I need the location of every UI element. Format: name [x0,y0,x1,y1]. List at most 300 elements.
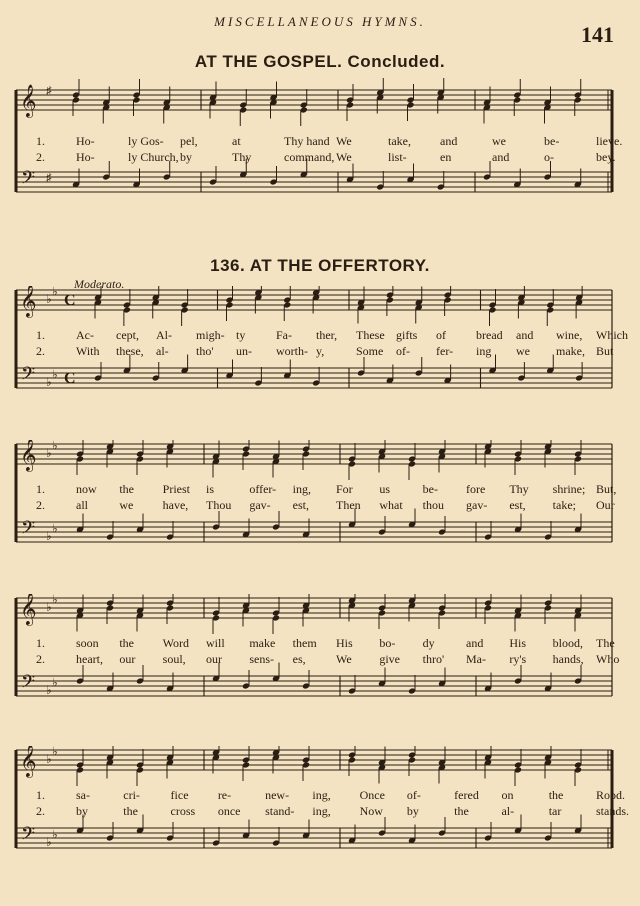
alto-note [166,604,174,624]
lyric-syllable: we [119,498,134,512]
tenor-note [166,822,174,842]
running-head: MISCELLANEOUS HYMNS. [214,14,426,29]
alto-note [106,759,114,779]
alto-note [152,299,160,319]
treble-note [254,286,262,296]
lyric-syllable: soul, [162,652,186,666]
tenor-note [269,166,277,186]
lyric-syllable: of- [406,788,421,802]
lyric-syllable: fore [466,482,486,496]
alto-note [166,448,174,468]
lyric-line-verse-1 [36,788,626,802]
lyric-syllable: stands. [596,804,629,818]
treble-note [136,749,144,769]
tenor-note [272,827,280,847]
alto-note [300,106,308,126]
treble-note [378,440,386,455]
lyric-syllable: will [206,636,225,650]
music-system-gospel [0,78,640,228]
lyric-syllable: sa- [76,788,90,802]
music-system-offertory-2 [0,440,640,560]
lyric-syllable: ther, [316,328,338,342]
tenor-note [272,511,280,531]
lyric-syllable: cri- [123,788,140,802]
treble-note [438,440,446,455]
treble-note [386,286,394,299]
lyric-syllable: have, [162,498,189,512]
flat-icon: ♭ [46,752,52,766]
lyric-syllable: on [501,788,514,802]
treble-note [484,594,492,607]
lyric-syllable: the [119,636,134,650]
treble-note [514,749,522,769]
treble-note [106,594,114,607]
tenor-note [136,514,144,534]
tenor-note [312,367,320,387]
music-system-offertory-4 [0,746,640,866]
lyric-syllable: es, [292,652,306,666]
lyric-syllable: Once [359,788,385,802]
alto-note [72,96,80,116]
lyric-line-verse-2 [36,344,614,358]
tenor-note [544,822,552,842]
lyric-syllable: stand- [265,804,295,818]
treble-clef-icon: 𝄞 [20,594,37,625]
tenor-note [76,514,84,534]
treble-note [376,78,384,96]
treble-note [574,79,582,99]
treble-note [72,79,80,99]
alto-note [544,759,552,779]
lyric-syllable: give [379,652,400,666]
flat-icon: ♭ [52,827,58,842]
alto-note [272,614,280,634]
treble-clef-icon: 𝄞 [20,286,37,317]
treble-note [348,746,356,759]
lyric-syllable: make, [556,344,585,358]
tenor-note [76,665,84,685]
tenor-note [346,164,354,184]
lyric-syllable: Thou [206,498,232,512]
lyric-syllable: fice [170,788,189,802]
tenor-note [514,514,522,534]
tenor-note [209,166,217,186]
lyric-syllable: the [548,788,564,802]
bass-staff [16,828,612,848]
treble-note [408,443,416,463]
tenor-note [283,360,291,380]
lyric-syllable: For [336,482,353,496]
alto-note [378,609,386,629]
alto-note [212,754,220,774]
alto-note [269,99,277,119]
treble-note [181,289,189,309]
treble-note [106,440,114,450]
alto-note [546,306,554,326]
lyric-syllable: and [516,328,534,342]
tenor-note [575,362,583,382]
lyric-syllable: al- [156,344,169,358]
lyric-syllable: But, [596,482,617,496]
lyric-syllable: Ma- [466,652,486,666]
alto-note [348,756,356,776]
lyric-syllable: We [336,150,352,164]
alto-note [357,304,365,324]
treble-note [272,597,280,617]
treble-staff [16,444,612,464]
verse-number: 1. [36,134,45,148]
lyric-syllable: them [292,636,317,650]
lyric-syllable: un- [236,344,252,358]
treble-note [483,87,491,107]
tenor-note [242,820,250,840]
lyric-syllable: is [206,482,215,496]
flat-icon: ♭ [46,529,52,543]
treble-note [209,82,217,102]
alto-note [483,104,491,124]
tenor-note [444,365,452,385]
lyric-syllable: en [440,150,452,164]
treble-note [574,595,582,615]
flat-icon: ♭ [46,292,52,306]
lyric-syllable: once [217,804,241,818]
lyric-syllable: lieve. [596,134,623,148]
alto-note [76,455,84,475]
alto-note [209,99,217,119]
tenor-note [517,362,525,382]
bass-clef-icon: 𝄢 [21,168,36,193]
alto-note [348,460,356,480]
treble-note [346,84,354,104]
alto-note [574,766,582,786]
lyric-syllable: make [249,636,276,650]
flat-icon: ♭ [52,286,58,299]
alto-note [348,602,356,622]
tenor-note [484,822,492,842]
tenor-note [357,357,365,377]
treble-note [357,287,365,307]
treble-note [544,594,552,607]
lyric-syllable: With [76,344,100,358]
tenor-note [438,668,446,688]
alto-note [225,301,233,321]
flat-icon: ♭ [46,375,52,389]
alto-note [574,612,582,632]
flat-icon: ♭ [52,521,58,536]
tenor-note [348,675,356,695]
lyric-syllable: command, [284,150,335,164]
tenor-note [484,673,492,693]
alto-note [513,96,521,116]
verse-number: 2. [36,344,45,358]
tenor-note [574,514,582,534]
lyric-syllable: Ac- [76,328,94,342]
lyric-syllable: Priest [162,482,190,496]
lyric-syllable: The [596,636,615,650]
tenor-note [378,817,386,837]
alto-note [544,448,552,468]
alto-note [302,450,310,470]
lyric-syllable: the [123,804,138,818]
tenor-note [212,511,220,531]
lyric-syllable: bread [476,328,503,342]
bass-staff [16,676,612,696]
lyric-syllable: gifts [396,328,418,342]
alto-note [76,612,84,632]
lyric-syllable: ing, [312,804,331,818]
lyric-syllable: ty [236,328,246,342]
tenor-note [574,169,582,189]
lyric-syllable: now [76,482,97,496]
bass-clef-icon: 𝄢 [21,518,36,543]
tenor-note [378,516,386,536]
lyric-syllable: by [406,804,419,818]
alto-note [212,614,220,634]
lyric-syllable: tar [548,804,562,818]
lyric-syllable: gav- [249,498,271,512]
treble-note [239,89,247,109]
lyric-syllable: and [492,150,510,164]
lyric-syllable: Thy [509,482,529,496]
lyric-syllable: Which [596,328,628,342]
treble-note [575,286,583,301]
tenor-note [544,673,552,693]
lyric-syllable: ly Gos- [128,134,164,148]
treble-note [136,595,144,615]
flat-icon: ♭ [46,600,52,614]
lyric-syllable: Rood. [596,788,626,802]
lyric-syllable: heart, [76,652,103,666]
alto-note [543,104,551,124]
lyric-syllable: Word [162,636,190,650]
treble-note [94,286,102,301]
lyric-syllable: fer- [436,344,454,358]
alto-note [254,294,262,314]
tenor-note [166,521,174,541]
lyric-syllable: worth- [276,344,308,358]
lyric-syllable: cross [170,804,196,818]
treble-note [415,287,423,307]
tenor-note [386,365,394,385]
alto-note [136,766,144,786]
alto-note [242,607,250,627]
lyric-syllable: we [516,344,530,358]
treble-note [488,289,496,309]
bass-clef-icon: 𝄢 [21,824,36,849]
treble-clef-icon: 𝄞 [20,440,37,471]
flat-icon: ♭ [52,440,58,453]
alto-note [94,299,102,319]
lyric-syllable: us [379,482,390,496]
lyric-syllable: new- [265,788,290,802]
alto-note [438,609,446,629]
flat-icon: ♭ [52,746,58,759]
lyric-syllable: These [356,328,385,342]
tenor-note [408,825,416,845]
tenor-note [106,822,114,842]
treble-note [312,286,320,296]
lyric-syllable: Some [356,344,384,358]
tenor-note [415,357,423,377]
flat-icon: ♭ [46,683,52,697]
alto-note [544,604,552,624]
lyric-syllable: thou [422,498,444,512]
tenor-note [437,171,445,191]
lyric-syllable: al- [501,804,515,818]
lyric-syllable: these, [116,344,144,358]
lyric-syllable: bey. [596,150,616,164]
lyric-syllable: We [336,652,352,666]
tenor-note [438,817,446,837]
alto-note [136,612,144,632]
lyric-syllable: Our [596,498,615,512]
tenor-note [212,827,220,847]
treble-note [302,440,310,453]
lyric-line-verse-2 [36,804,629,818]
alto-note [415,304,423,324]
tenor-note [94,362,102,382]
tenor-note [72,169,80,189]
lyric-syllable: blood, [552,636,583,650]
alto-note [378,453,386,473]
tenor-note [438,516,446,536]
treble-note [378,747,386,767]
treble-note [484,440,492,450]
lyric-line-verse-2 [36,652,620,666]
treble-note [300,89,308,109]
alto-note [242,761,250,781]
lyric-syllable: of- [396,344,410,358]
alto-note [406,101,414,121]
alto-note [408,756,416,776]
lyric-syllable: fered [454,788,479,802]
treble-note [212,597,220,617]
lyric-syllable: Ho- [76,134,95,148]
lyric-syllable: sens- [249,652,274,666]
lyric-syllable: our [206,652,222,666]
alto-note [272,458,280,478]
treble-note [437,78,445,96]
lyric-line-verse-2 [36,498,615,512]
tenor-note [254,367,262,387]
bass-clef-icon: 𝄢 [21,672,36,697]
tenor-note [132,169,140,189]
treble-note [544,746,552,761]
treble-note [212,746,220,756]
tenor-note [484,521,492,541]
lyric-syllable: gav- [466,498,488,512]
lyric-line-verse-1 [36,482,617,496]
common-time-icon: C [64,370,76,387]
lyric-syllable: dy [422,636,435,650]
lyric-syllable: Who [596,652,620,666]
lyric-syllable: Thy [232,150,252,164]
alto-note [438,764,446,784]
treble-note [517,286,525,301]
alto-note [484,604,492,624]
verse-number: 2. [36,150,45,164]
lyric-syllable: But [596,344,614,358]
treble-note [166,440,174,450]
alto-note [378,764,386,784]
treble-clef-icon: 𝄞 [20,746,37,777]
treble-note [444,286,452,299]
lyric-syllable: our [119,652,136,666]
treble-note [546,289,554,309]
alto-note [514,612,522,632]
treble-note [408,594,416,604]
lyric-syllable: take; [552,498,576,512]
verse-number: 1. [36,788,45,802]
alto-note [272,754,280,774]
treble-note [242,594,250,609]
lyric-syllable: est, [292,498,309,512]
treble-note [102,87,110,107]
lyric-syllable: Thy hand [284,134,330,148]
treble-note [242,440,250,453]
lyric-syllable: shrine; [552,482,586,496]
lyric-line-verse-2 [36,150,616,164]
lyric-syllable: be- [422,482,438,496]
lyric-syllable: ry's [509,652,527,666]
tenor-note [544,521,552,541]
treble-note [272,746,280,756]
hymn-title-offertory: 136. AT THE OFFERTORY. [210,256,430,275]
treble-note [152,286,160,301]
alto-note [484,759,492,779]
lyric-syllable: ly Church, [128,150,179,164]
treble-note [166,594,174,607]
alto-note [346,101,354,121]
verse-number: 1. [36,482,45,496]
alto-note [488,306,496,326]
lyric-syllable: cept, [116,328,139,342]
alto-note [575,299,583,319]
lyric-syllable: y, [316,344,325,358]
treble-note [574,749,582,769]
alto-note [212,458,220,478]
treble-note [544,440,552,450]
treble-note [166,746,174,761]
alto-note [123,306,131,326]
alto-note [302,607,310,627]
tenor-note [302,670,310,690]
treble-note [106,746,114,761]
treble-staff [16,750,612,770]
alto-note [408,602,416,622]
alto-note [283,301,291,321]
treble-note [212,441,220,461]
treble-note [302,594,310,609]
tenor-note [225,360,233,380]
treble-note [123,289,131,309]
alto-note [312,294,320,314]
treble-note [484,746,492,761]
alto-note [239,106,247,126]
lyric-syllable: of [436,328,446,342]
treble-note [269,82,277,102]
alto-note [132,96,140,116]
treble-note [272,441,280,461]
tenor-note [376,171,384,191]
lyric-line-verse-1 [36,328,628,342]
tenor-note [378,668,386,688]
lyric-syllable: We [336,134,352,148]
treble-note [543,87,551,107]
tenor-note [302,519,310,539]
treble-note [513,79,521,99]
treble-note [76,749,84,769]
